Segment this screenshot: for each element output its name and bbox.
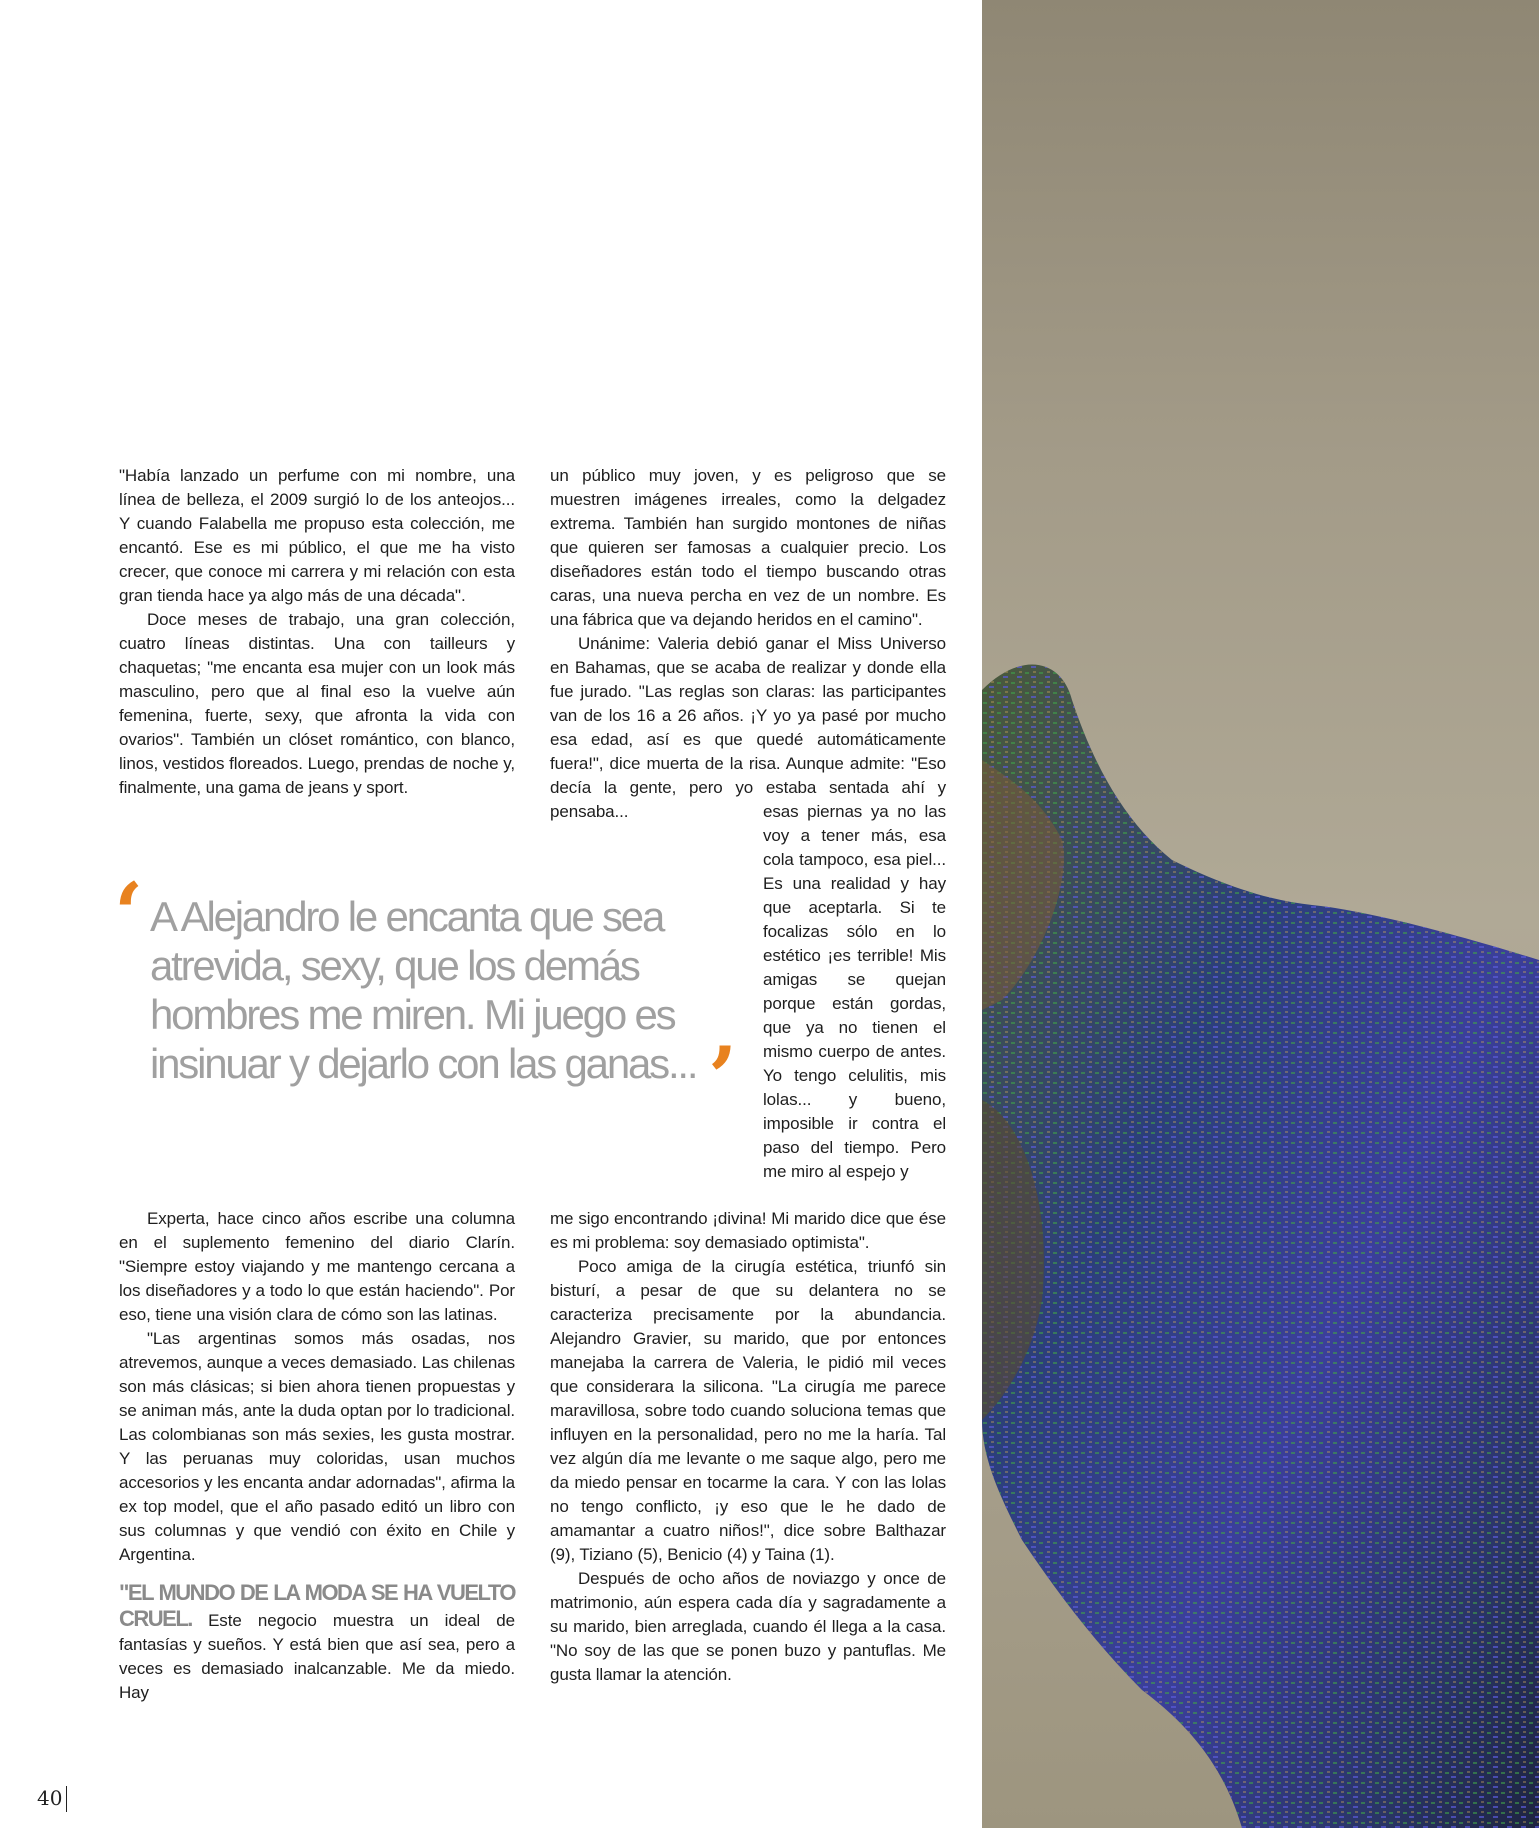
paragraph: "Las argentinas somos más osadas, nos atrevemos, aunque a veces demasiado. Las chilenas son más clásicas; si bien ahora tienen propuestas y se animan más, ante la duda optan por lo tradicional. Las colombianas son más sexies, les gusta mostrar. Y las peruanas muy coloridas, usan muchos accesorios y les encanta andar adornadas", afirma la ex top model, que el año pasado editó un libro con sus columnas y que vendió con éxito en Chile y Argentina.: [119, 1329, 515, 1564]
right-column-narrow: [763, 800, 946, 1184]
right-column-top: [550, 464, 946, 824]
folio-divider: [66, 1786, 67, 1812]
left-column-bottom: [119, 1207, 515, 1705]
subhead: "EL MUNDO DE LA MODA SE HA VUELTO CRUEL.: [119, 1580, 515, 1631]
paragraph: un público muy joven, y es peligroso que se muestren imágenes irreales, como la delgadez extrema. También han surgido montones de niñas que quieren ser famosas a cualquier precio. Los diseñadores están todo el tiempo buscando otras caras, una nueva percha en vez de un nombre. Es una fábrica que va dejando heridos en el camino".: [550, 466, 946, 629]
page-number: 40: [37, 1786, 63, 1810]
left-column-top: [119, 464, 515, 800]
paragraph: Poco amiga de la cirugía estética, triunfó sin bisturí, a pesar de que su delantera no se caracteriza precisamente por la abundancia. Alejandro Gravier, su marido, que por entonces manejaba la carrera de Valeria, le pidió mil veces que considerara la silicona. "La cirugía me parece maravillosa, sobre todo cuando soluciona temas que influyen en la personalidad, pero no me la haría. Tal vez algún día me levante o me saque algo, pero me da miedo pensar en tocarme la cara. Y con las lolas no tengo conflicto, ¡y eso que le he dado de amamantar a cuatro niños!", dice sobre Balthazar (9), Tiziano (5), Benicio (4) y Taina (1).: [550, 1257, 946, 1564]
fabric-illustration: [982, 0, 1539, 1828]
paragraph: "Había lanzado un perfume con mi nombre, una línea de belleza, el 2009 surgió lo de los anteojos... Y cuando Falabella me propuso esta colección, me encantó. Ese es mi público, el que me ha visto crecer, que conoce mi carrera y mi relación con esta gran tienda hace ya algo más de una década".: [119, 466, 515, 605]
right-column-bottom: [550, 1207, 946, 1687]
paragraph: Experta, hace cinco años escribe una columna en el suplemento femenino del diario Clarín. "Siempre estoy viajando y me mantengo cercana a los diseñadores y a todo lo que están haciendo". Por eso, tiene una visión clara de cómo son las latinas.: [119, 1209, 515, 1324]
fashion-photo: [982, 0, 1539, 1828]
pull-quote: A Alejandro le encanta que sea atrevida, sexy, que los demás hombres me miren. Mi juego es insinuar y dejarlo con las ganas...: [150, 893, 697, 1087]
quote-open-mark: ‘: [114, 864, 144, 963]
paragraph: esas piernas ya no las voy a tener más, esa cola tampoco, esa piel... Es una realidad y hay que aceptarla. Si te focalizas sólo en lo estético ¡es terrible! Mis amigas se quejan porque están gordas, que ya no tienen el mismo cuerpo de antes. Yo tengo celulitis, mis lolas... y bueno, imposible ir contra el paso del tiempo. Pero me miro al espejo y: [763, 802, 946, 1181]
paragraph: Unánime: Valeria debió ganar el Miss Universo en Bahamas, que se acaba de realizar y donde ella fue jurado. "Las reglas son claras: las participantes van de los 16 a 26 años. ¡Y yo ya pasé por mucho esa edad, así es que quedé automáticamente fuera!", dice muerta de la risa. Aunque admite: "Eso decía la gente, pero yo estaba sentada ahí y pensaba...: [550, 634, 946, 821]
paragraph: Doce meses de trabajo, una gran colección, cuatro líneas distintas. Una con tailleurs y chaquetas; "me encanta esa mujer con un look más masculino, pero que al final eso la vuelve aún femenina, fuerte, sexy, que afronta la vida con ovarios". También un clóset romántico, con blanco, linos, vestidos floreados. Luego, prendas de noche y, finalmente, una gama de jeans y sport.: [119, 610, 515, 797]
paragraph-text: Este negocio muestra un ideal de fantasías y sueños. Y está bien que así sea, pero a veces es demasiado inalcanzable. Me da miedo. Hay: [119, 1611, 515, 1702]
paragraph: Después de ocho años de noviazgo y once de matrimonio, aún espera cada día y sagradamente a su marido, bien arreglada, cuando él llega a la casa. "No soy de las que se ponen buzo y pantuflas. Me gusta llamar la atención.: [550, 1569, 946, 1684]
subhead-paragraph: [119, 1581, 515, 1705]
quote-close-mark: ’: [708, 1028, 738, 1127]
paragraph: me sigo encontrando ¡divina! Mi marido dice que ése es mi problema: soy demasiado optimista".: [550, 1209, 946, 1252]
